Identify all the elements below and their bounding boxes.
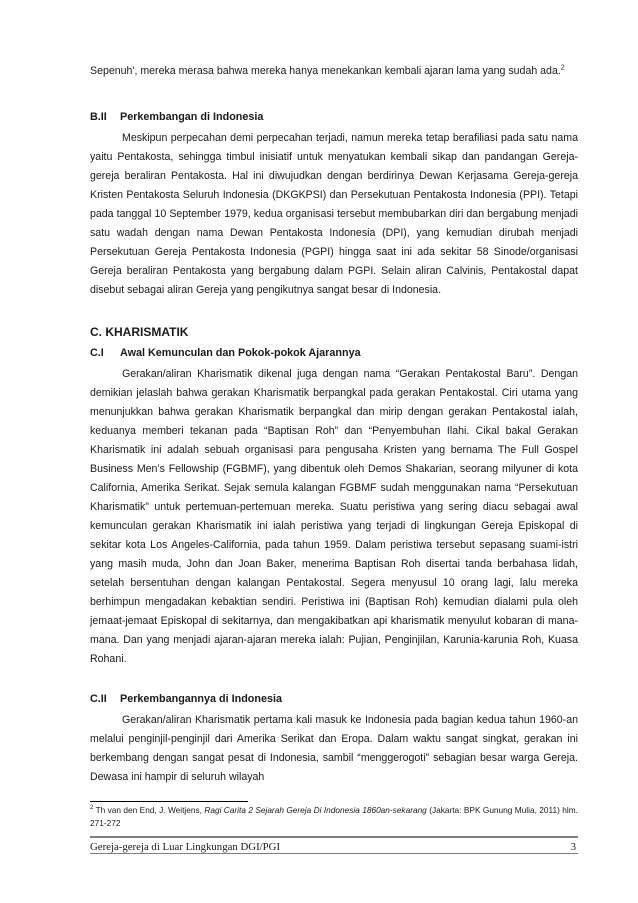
section-heading-c1: C.I Awal Kemunculan dan Pokok-pokok Ajarannya (90, 347, 361, 359)
section-heading-c: C. KHARISMATIK (90, 325, 189, 339)
footnote-divider (90, 801, 248, 802)
section-c1-paragraph: Gerakan/aliran Kharismatik dikenal juga dengan nama “Gerakan Pentakostal Baru”. Dengan demikian jelaslah bahwa gerakan Kharismatik berpangkal pada gerakan Pentakostal. Ciri utama yang menunjukkan bahwa gerakan Kharismatik berpangkal dan mirip dengan gerakan Pentakostal ialah, keduanya memberi tekanan pada “Baptisan Roh” dan “Penyembuhan Ilahi. Cikal bakal Gerakan Kharismatik ini adalah sebuah organisasi para pengusaha Kristen yang bernama The Full Gospel Business Men’s Fellowship (FGBMF), yang dibentuk oleh Demos Shakarian, seorang milyuner di kota California, Amerika Serikat. Sejak semula kalangan FGBMF sudah menggunakan nama “Persekutuan Kharismatik” untuk pertemuan-pertemuan mereka. Suatu peristiwa yang sering diacu sebagai awal kemunculan gerakan Kharismatik ini ialah peristiwa yang terjadi di lingkungan Gereja Episkopal di sekitar kota Los Angeles-California, pada tahun 1959. Dalam peristiwa tersebut sepasang suami-istri yang masih muda, John dan Joan Baker, menerima Baptisan Roh disertai tanda berbahasa lidah, setelah bersentuhan dengan kalangan Pentakostal. Segera menyusul 10 orang lagi, lalu mereka berhimpun mengadakan kebaktian sendiri. Peristiwa ini (Baptisan Roh) kemudian dialami pula oleh jemaat-jemaat Episkopal di sekitarnya, dan mengakibatkan api kharismatik menyulut kobaran di mana-mana. Dan yang menjadi ajaran-ajaran mereka ialah: Pujian, Penginjilan, Karunia-karunia Roh, Kuasa Rohani. (90, 368, 578, 665)
section-c2-paragraph: Gerakan/aliran Kharismatik pertama kali masuk ke Indonesia pada bagian kedua tahun 1960-an melalui penginjil-penginjil dari Amerika Serikat dan Eropa. Dalam waktu sangat singkat, gerakan ini berkembang dengan sangat pesat di Indonesia, sambil “menggerogoti” sebagian besar warga Gereja. Dewasa ini hampir di seluruh wilayah (90, 714, 578, 783)
footnote: $^2$ Th van den End, J. Weitjens, Ragi Carita 2 Sejarah Gereja Di Indonesia 1860an-sekarang (Jakarta: BPK Gunung Mulia, 2011) hlm. 271-272 (90, 805, 578, 828)
page-footer (90, 836, 578, 854)
section-heading-c2: C.II Perkembangannya di Indonesia (90, 693, 283, 705)
footnote-reference[interactable]: 2 (560, 64, 565, 72)
page-number: 3 (570, 841, 576, 853)
section-b2-paragraph: Meskipun perpecahan demi perpecahan terjadi, namun mereka tetap berafiliasi pada satu nama yaitu Pentakosta, sehingga timbul inisiatif untuk menyatukan kembali sikap dan pandangan Gereja-gereja beraliran Pentakosta. Hal ini diwujudkan dengan berdirinya Dewan Kerjasama Gereja-gereja Kristen Pentakosta Seluruh Indonesia (DKGKPSI) dan Persekutuan Pentakosta Indonesia (PPI). Tetapi pada tanggal 10 September 1979, kedua organisasi tersebut membubarkan diri dan bergabung menjadi satu wadah dengan nama Dewan Pentakosta Indonesia (DPI), yang kemudian dirubah menjadi Persekutuan Gereja Pentakosta Indonesia (PGPI) hingga saat ini ada sekitar 58 Sinode/organisasi Gereja beraliran Pentakosta yang bergabung dalam PGPI. Selain aliran Calvinis, Pentakostal dapat disebut sebagai aliran Gereja yang pengikutnya sangat besar di Indonesia. (90, 132, 578, 296)
footer-title: Gereja-gereja di Luar Lingkungan DGI/PGI (90, 841, 281, 853)
intro-paragraph: Sepenuh', mereka merasa bahwa mereka hanya menekankan kembali ajaran lama yang sudah ada.$^2$ (90, 64, 565, 77)
section-heading-b2: B.II Perkembangan di Indonesia (90, 111, 264, 123)
